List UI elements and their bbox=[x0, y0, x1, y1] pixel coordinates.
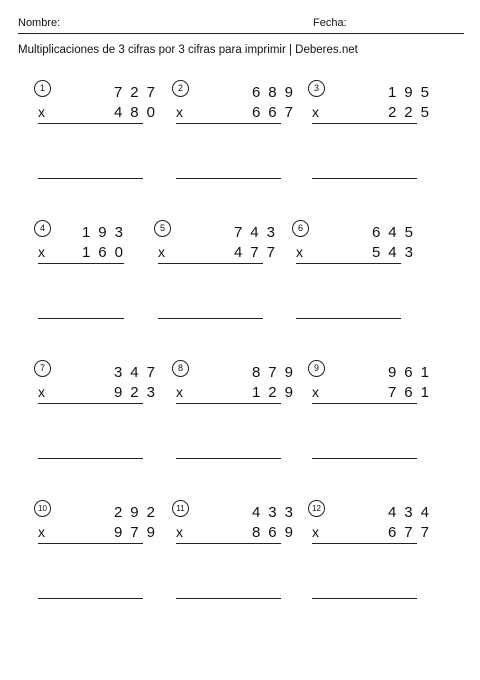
problem-11 bbox=[168, 500, 301, 620]
problem-3 bbox=[304, 80, 437, 200]
operation-rule bbox=[176, 123, 281, 124]
problem-5 bbox=[150, 220, 283, 340]
answer-line bbox=[312, 598, 417, 599]
multiplicand: 879 bbox=[251, 364, 301, 381]
multiplicand: 961 bbox=[387, 364, 437, 381]
multiplicand: 727 bbox=[113, 84, 163, 101]
name-label: Nombre: bbox=[18, 17, 61, 29]
multiplier: 480 bbox=[113, 104, 163, 121]
times-sign: x bbox=[158, 244, 165, 260]
operation-rule bbox=[38, 123, 143, 124]
problem-1 bbox=[30, 80, 163, 200]
answer-line bbox=[38, 178, 143, 179]
problem-2 bbox=[168, 80, 301, 200]
multiplier: 477 bbox=[233, 244, 283, 261]
problem-number: 8 bbox=[172, 360, 189, 377]
answer-line bbox=[38, 458, 143, 459]
problem-number: 6 bbox=[292, 220, 309, 237]
multiplier: 869 bbox=[251, 524, 301, 541]
times-sign: x bbox=[176, 384, 183, 400]
multiplier: 677 bbox=[387, 524, 437, 541]
multiplier: 979 bbox=[113, 524, 163, 541]
answer-line bbox=[296, 318, 401, 319]
multiplier: 761 bbox=[387, 384, 437, 401]
operation-rule bbox=[296, 263, 401, 264]
operation-rule bbox=[312, 403, 417, 404]
problem-number: 10 bbox=[34, 500, 51, 517]
times-sign: x bbox=[312, 524, 319, 540]
times-sign: x bbox=[312, 384, 319, 400]
worksheet-subtitle: Multiplicaciones de 3 cifras por 3 cifras para imprimir | Deberes.net bbox=[18, 44, 358, 56]
problem-number: 2 bbox=[172, 80, 189, 97]
operation-rule bbox=[176, 403, 281, 404]
problem-number: 11 bbox=[172, 500, 189, 517]
multiplier: 160 bbox=[81, 244, 131, 261]
problem-4 bbox=[30, 220, 155, 340]
operation-rule bbox=[312, 543, 417, 544]
multiplicand: 743 bbox=[233, 224, 283, 241]
times-sign: x bbox=[38, 524, 45, 540]
times-sign: x bbox=[176, 524, 183, 540]
multiplicand: 347 bbox=[113, 364, 163, 381]
problem-12 bbox=[304, 500, 437, 620]
answer-line bbox=[158, 318, 263, 319]
date-label: Fecha: bbox=[313, 17, 347, 29]
times-sign: x bbox=[312, 104, 319, 120]
problem-number: 7 bbox=[34, 360, 51, 377]
answer-line bbox=[176, 458, 281, 459]
problem-number: 9 bbox=[308, 360, 325, 377]
problem-number: 12 bbox=[308, 500, 325, 517]
problem-8 bbox=[168, 360, 301, 480]
multiplicand: 645 bbox=[371, 224, 421, 241]
problem-7 bbox=[30, 360, 163, 480]
multiplier: 225 bbox=[387, 104, 437, 121]
operation-rule bbox=[38, 543, 143, 544]
operation-rule bbox=[312, 123, 417, 124]
operation-rule bbox=[38, 403, 143, 404]
answer-line bbox=[312, 178, 417, 179]
multiplier: 129 bbox=[251, 384, 301, 401]
operation-rule bbox=[176, 543, 281, 544]
times-sign: x bbox=[38, 244, 45, 260]
multiplier: 923 bbox=[113, 384, 163, 401]
multiplier: 543 bbox=[371, 244, 421, 261]
multiplicand: 193 bbox=[81, 224, 131, 241]
operation-rule bbox=[158, 263, 263, 264]
answer-line bbox=[176, 598, 281, 599]
problem-number: 5 bbox=[154, 220, 171, 237]
times-sign: x bbox=[176, 104, 183, 120]
problem-number: 4 bbox=[34, 220, 51, 237]
times-sign: x bbox=[38, 104, 45, 120]
answer-line bbox=[38, 598, 143, 599]
problem-number: 1 bbox=[34, 80, 51, 97]
operation-rule bbox=[38, 263, 124, 264]
header-rule bbox=[18, 33, 464, 34]
multiplicand: 433 bbox=[251, 504, 301, 521]
times-sign: x bbox=[296, 244, 303, 260]
answer-line bbox=[38, 318, 124, 319]
multiplicand: 195 bbox=[387, 84, 437, 101]
problem-10 bbox=[30, 500, 163, 620]
answer-line bbox=[312, 458, 417, 459]
multiplicand: 292 bbox=[113, 504, 163, 521]
problem-number: 3 bbox=[308, 80, 325, 97]
problem-9 bbox=[304, 360, 437, 480]
problem-6 bbox=[288, 220, 421, 340]
multiplicand: 434 bbox=[387, 504, 437, 521]
multiplier: 667 bbox=[251, 104, 301, 121]
times-sign: x bbox=[38, 384, 45, 400]
multiplicand: 689 bbox=[251, 84, 301, 101]
answer-line bbox=[176, 178, 281, 179]
